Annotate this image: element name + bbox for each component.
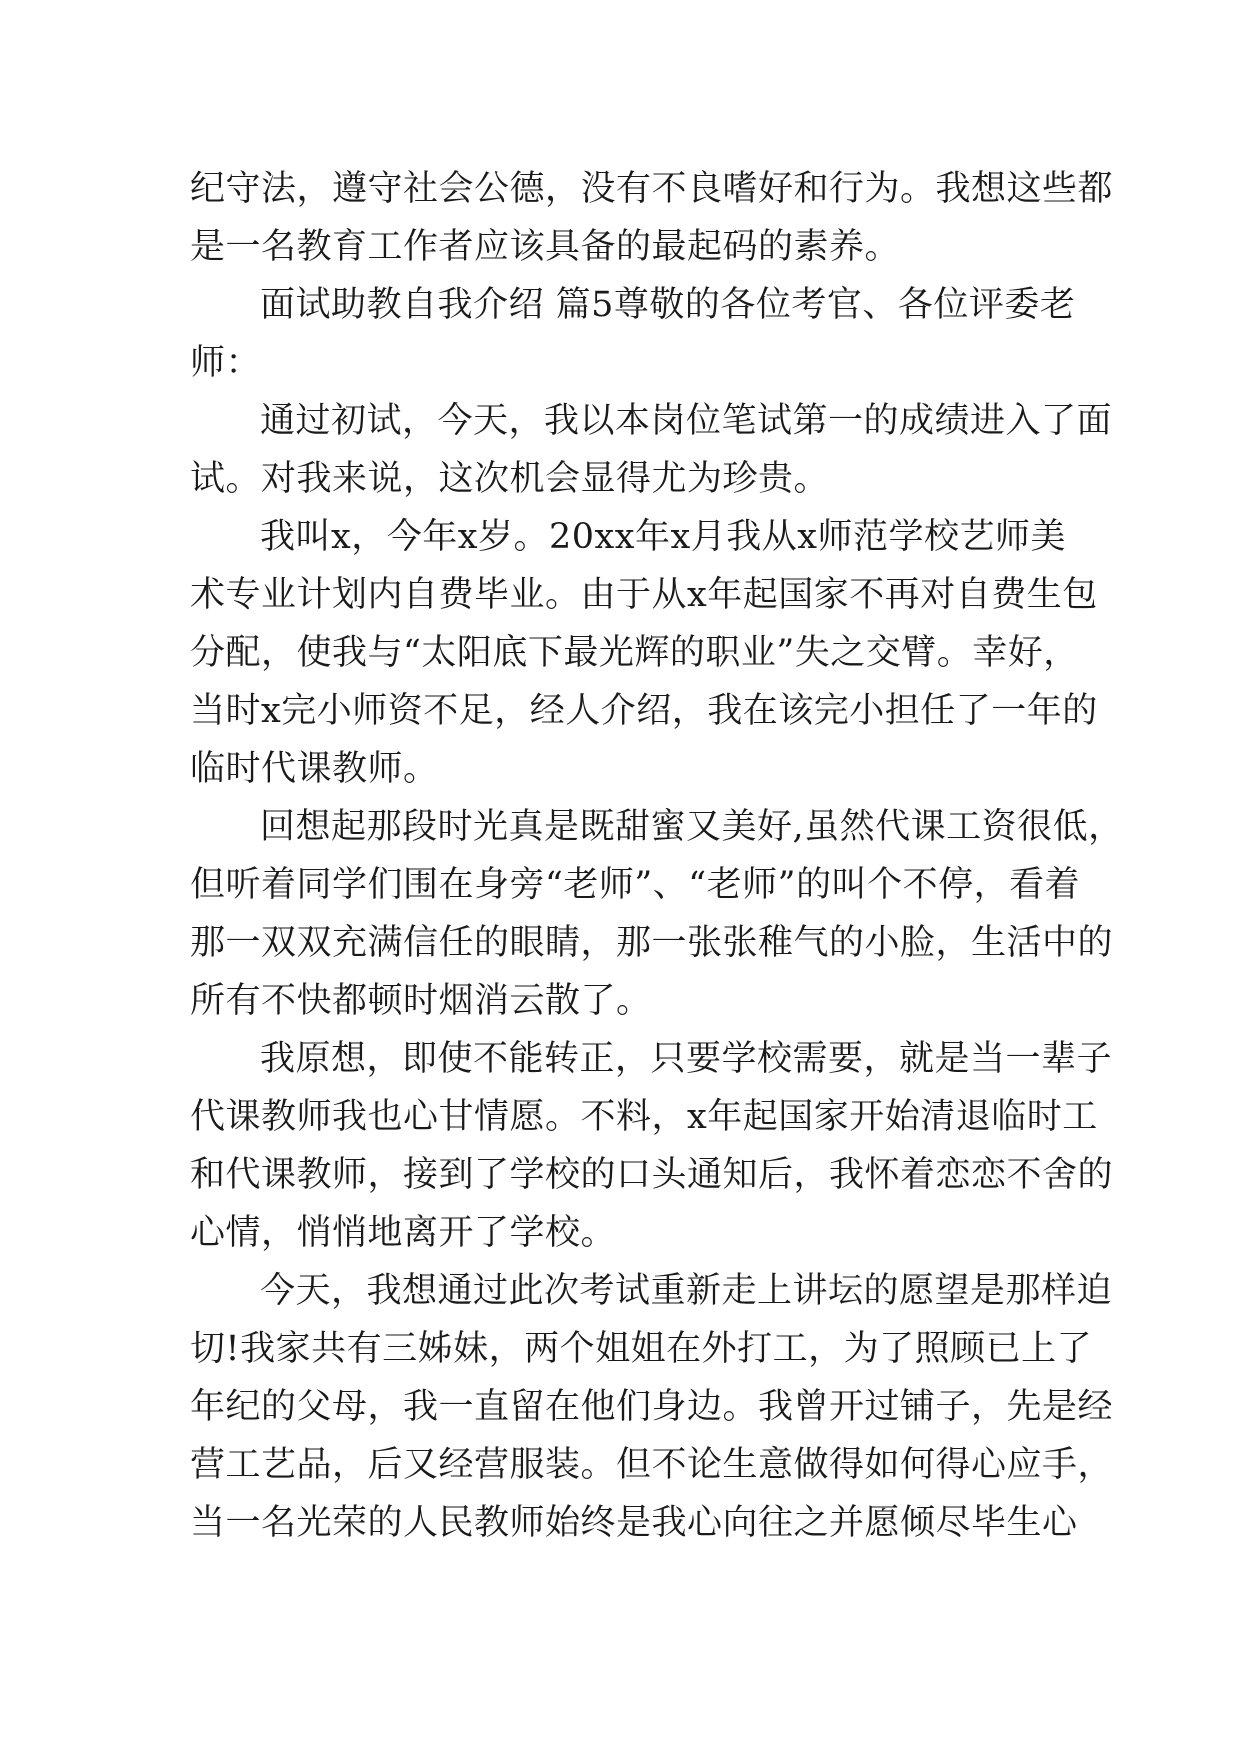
- text-line: 所有不快都顿时烟消云散了。: [190, 981, 652, 1021]
- text-line: 当时x完小师资不足，经人介绍，我在该完小担任了一年的: [190, 691, 1098, 731]
- document-body: [190, 160, 1124, 1552]
- text-line: 那一双双充满信任的眼睛，那一张张稚气的小脸，生活中的: [190, 923, 1114, 963]
- text-line: 和代课教师，接到了学校的口头通知后，我怀着恋恋不舍的: [190, 1155, 1114, 1195]
- text-line: 通过初试，今天，我以本岗位笔试第一的成绩进入了面: [260, 401, 1113, 441]
- text-line: 心情，悄悄地离开了学校。: [190, 1213, 617, 1253]
- text-line: 试。对我来说，这次机会显得尤为珍贵。: [190, 459, 830, 499]
- text-line: 面试助教自我介绍 篇5尊敬的各位考官、各位评委老: [260, 285, 1076, 325]
- text-line: 但听着同学们围在身旁“老师”、“老师”的叫个不停，看着: [190, 865, 1081, 905]
- text-line: 今天，我想通过此次考试重新走上讲坛的愿望是那样迫: [260, 1271, 1113, 1311]
- text-line: 纪守法，遵守社会公德，没有不良嗜好和行为。我想这些都: [190, 169, 1114, 209]
- text-line: 我原想，即使不能转正，只要学校需要，就是当一辈子: [260, 1039, 1113, 1079]
- text-line: 分配，使我与“太阳底下最光辉的职业”失之交臂。幸好，: [190, 633, 1079, 673]
- text-line: 师：: [190, 343, 262, 383]
- text-line: 是一名教育工作者应该具备的最起码的素养。: [190, 227, 901, 267]
- text-line: 年纪的父母，我一直留在他们身边。我曾开过铺子，先是经: [190, 1387, 1114, 1427]
- text-line: 当一名光荣的人民教师始终是我心向往之并愿倾尽毕生心: [190, 1503, 1078, 1543]
- text-line: 回想起那段时光真是既甜蜜又美好,虽然代课工资很低，: [260, 807, 1124, 847]
- text-line: 代课教师我也心甘情愿。不料，x年起国家开始清退临时工: [190, 1097, 1098, 1137]
- text-line: 我叫x，今年x岁。20xx年x月我从x师范学校艺师美: [260, 517, 1066, 557]
- text-line: 切!我家共有三姊妹，两个姐姐在外打工，为了照顾已上了: [190, 1329, 1093, 1369]
- text-line: 临时代课教师。: [190, 749, 439, 789]
- text-line: 术专业计划内自费毕业。由于从x年起国家不再对自费生包: [190, 575, 1098, 615]
- text-line: 营工艺品，后又经营服装。但不论生意做得如何得心应手，: [190, 1445, 1114, 1485]
